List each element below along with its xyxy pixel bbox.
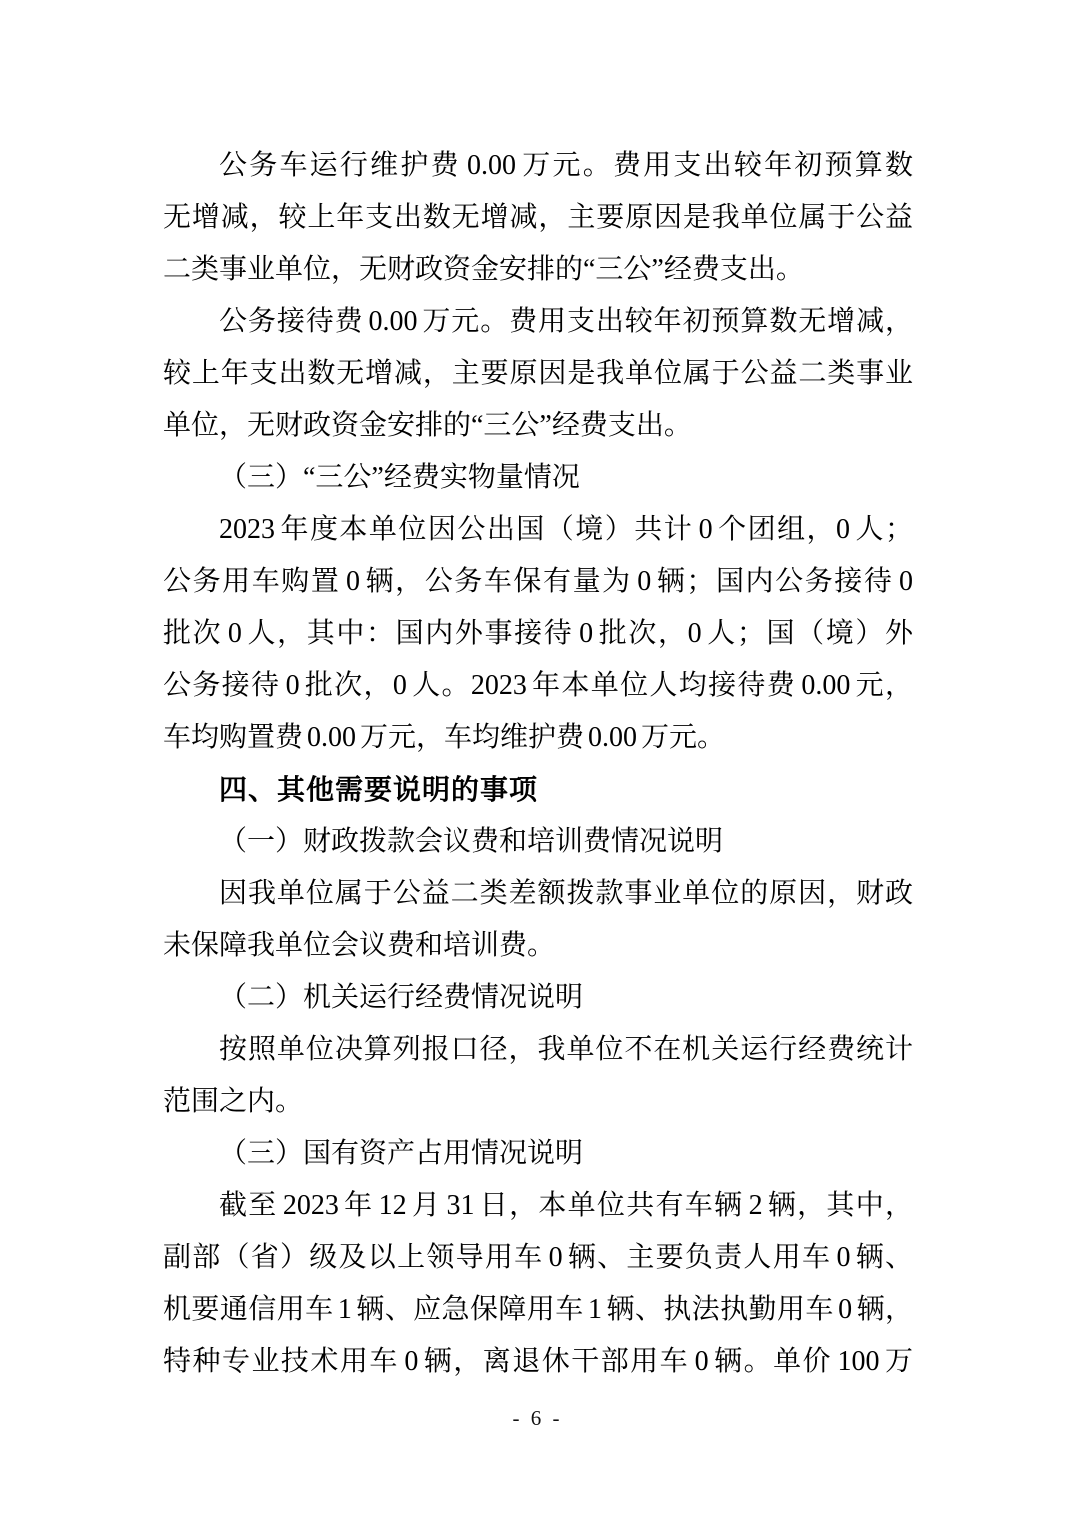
paragraph-line: 无增减，较上年支出数无增减，主要原因是我单位属于公益 xyxy=(163,202,913,233)
section-heading: 四、其他需要说明的事项 xyxy=(219,774,539,805)
document-body xyxy=(163,140,913,1388)
paragraph-line: 按照单位决算列报口径，我单位不在机关运行经费统计 xyxy=(219,1034,913,1065)
paragraph-line: 较上年支出数无增减，主要原因是我单位属于公益二类事业 xyxy=(163,358,913,389)
section-heading: （二）机关运行经费情况说明 xyxy=(219,982,584,1013)
paragraph-line: 因我单位属于公益二类差额拨款事业单位的原因，财政 xyxy=(219,878,913,909)
paragraph-line: 2023 年度本单位因公出国（境）共计 0 个团组，0 人； xyxy=(219,514,913,545)
section-heading: （三）“三公”经费实物量情况 xyxy=(219,462,580,493)
paragraph-line: 未保障我单位会议费和培训费。 xyxy=(163,930,556,961)
paragraph-line: 范围之内。 xyxy=(163,1086,304,1117)
paragraph-line: 公务车运行维护费 0.00 万元。费用支出较年初预算数 xyxy=(219,150,913,181)
section-heading: （三）国有资产占用情况说明 xyxy=(219,1138,584,1169)
paragraph-line: 公务接待 0 批次，0 人。2023 年本单位人均接待费 0.00 元， xyxy=(163,670,913,701)
paragraph-line: 特种专业技术用车 0 辆，离退休干部用车 0 辆。单价 100 万 xyxy=(163,1346,913,1377)
section-heading: （一）财政拨款会议费和培训费情况说明 xyxy=(219,826,724,857)
page-number: - 6 - xyxy=(512,1406,563,1430)
paragraph-line: 公务用车购置 0 辆，公务车保有量为 0 辆；国内公务接待 0 xyxy=(163,566,913,597)
paragraph-line: 截至 2023 年 12 月 31 日，本单位共有车辆 2 辆，其中， xyxy=(219,1190,913,1221)
paragraph-line: 机要通信用车 1 辆、应急保障用车 1 辆、执法执勤用车 0 辆， xyxy=(163,1294,913,1325)
paragraph-line: 公务接待费 0.00 万元。费用支出较年初预算数无增减， xyxy=(219,306,913,337)
paragraph-line: 车均购置费 0.00 万元，车均维护费 0.00 万元。 xyxy=(163,722,726,753)
paragraph-line: 二类事业单位，无财政资金安排的“三公”经费支出。 xyxy=(163,254,804,285)
paragraph-line: 副部（省）级及以上领导用车 0 辆、主要负责人用车 0 辆、 xyxy=(163,1242,913,1273)
paragraph-line: 批次 0 人，其中：国内外事接待 0 批次，0 人；国（境）外 xyxy=(163,618,913,649)
paragraph-line: 单位，无财政资金安排的“三公”经费支出。 xyxy=(163,410,692,441)
